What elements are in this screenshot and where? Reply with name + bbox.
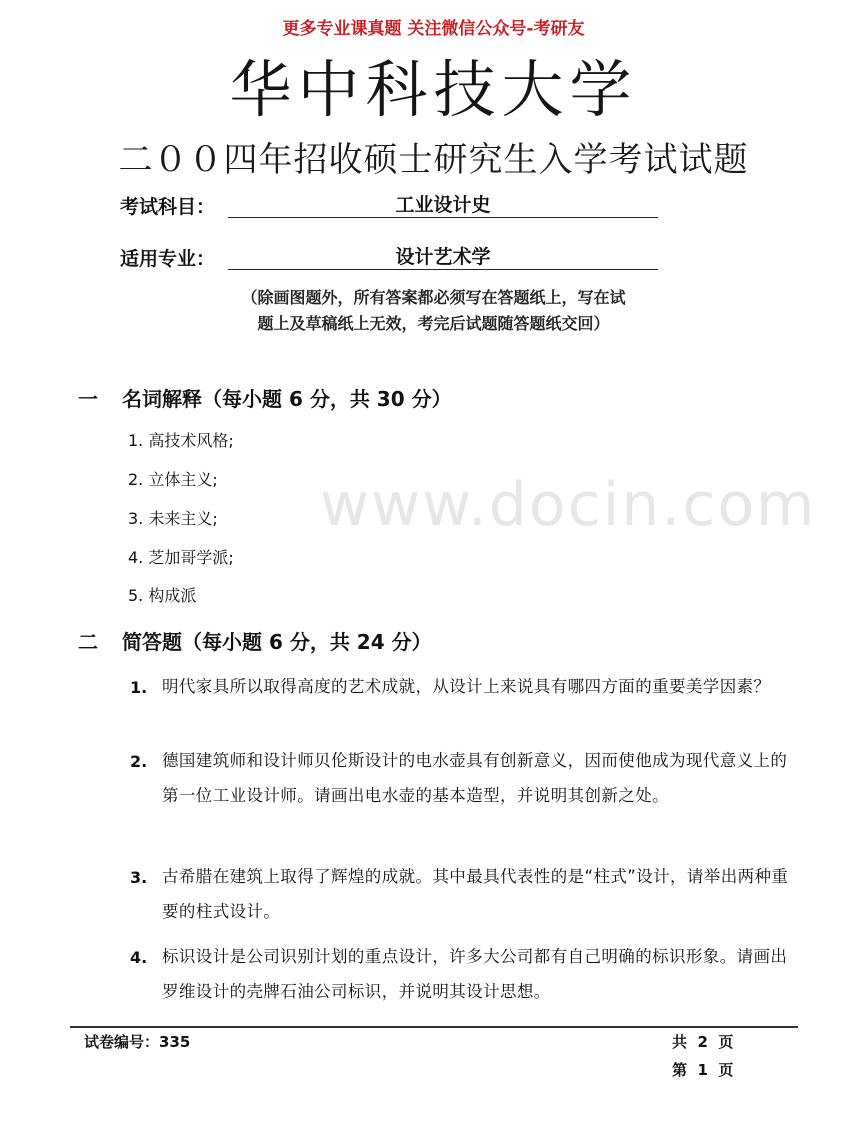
question-number: 3.	[130, 868, 148, 887]
subject-value: 工业设计史	[228, 190, 658, 218]
instruction-note-line1: （除画图题外，所有答案都必须写在答题纸上，写在试	[241, 288, 626, 307]
promo-banner: 更多专业课真题 关注微信公众号-考研友	[282, 19, 585, 39]
total-pages: 共 2 页	[672, 1033, 734, 1051]
major-label: 适用专业：	[120, 248, 216, 270]
term-item: 3. 未来主义;	[128, 509, 218, 528]
section-2-numeral: 二	[78, 630, 98, 654]
instruction-note-line2: 题上及草稿纸上无效，考完后试题随答题纸交回）	[257, 314, 610, 333]
current-page: 第 1 页	[672, 1061, 734, 1079]
watermark: www.docin.com	[320, 470, 817, 540]
question-number: 1.	[130, 678, 148, 697]
term-item: 5. 构成派	[128, 586, 197, 605]
term-item: 2. 立体主义;	[128, 470, 218, 489]
question-number: 2.	[130, 752, 148, 771]
section-1-numeral: 一	[78, 387, 98, 411]
term-item: 1. 高技术风格;	[128, 431, 234, 450]
section-1-heading: 名词解释（每小题 6 分，共 30 分）	[122, 387, 452, 411]
term-item: 4. 芝加哥学派;	[128, 548, 234, 567]
paper-number: 试卷编号：335	[84, 1033, 191, 1051]
question-text: 明代家具所以取得高度的艺术成就，从设计上来说具有哪四方面的重要美学因素？	[162, 677, 771, 696]
question-text: 古希腊在建筑上取得了辉煌的成就。其中最具代表性的是“柱式”设计，请举出两种重要的柱式设计。	[162, 867, 789, 921]
question-text: 德国建筑师和设计师贝伦斯设计的电水壶具有创新意义，因而使他成为现代意义上的第一位工业设计师。请画出电水壶的基本造型，并说明其创新之处。	[162, 751, 788, 805]
question-number: 4.	[130, 948, 148, 967]
major-value: 设计艺术学	[228, 242, 658, 270]
subject-label: 考试科目：	[120, 196, 216, 218]
university-name: 华中科技大学	[229, 53, 638, 126]
section-2-heading: 简答题（每小题 6 分，共 24 分）	[122, 630, 432, 654]
footer-divider	[70, 1026, 798, 1028]
exam-title: 二００四年招收硕士研究生入学考试试题	[118, 140, 749, 180]
question-text: 标识设计是公司识别计划的重点设计，许多大公司都有自己明确的标识形象。请画出罗维设计的壳牌石油公司标识，并说明其设计思想。	[162, 947, 788, 1001]
